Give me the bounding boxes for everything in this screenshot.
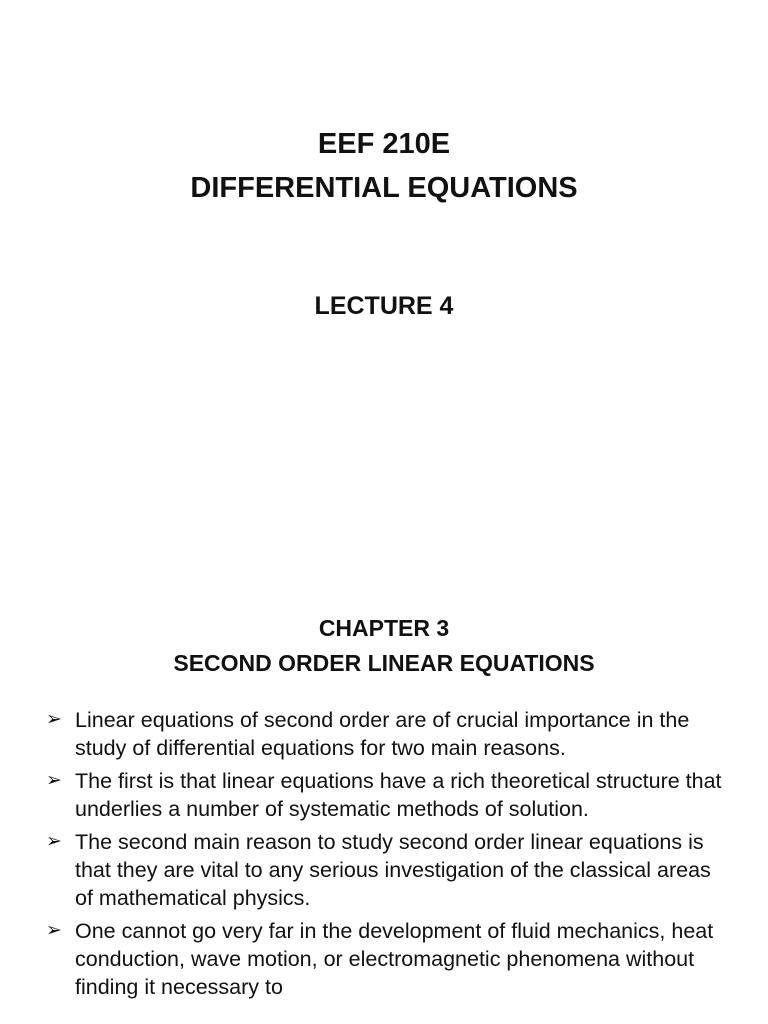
arrow-bullet-icon: ➢ — [46, 770, 62, 791]
arrow-bullet-icon: ➢ — [46, 709, 62, 730]
chapter-slide — [0, 560, 768, 1024]
course-code: EEF 210E — [317, 128, 451, 160]
arrow-bullet-icon: ➢ — [46, 920, 62, 941]
arrow-bullet-icon: ➢ — [46, 831, 62, 852]
bullet-text: One cannot go very far in the development of fluid mechanics, heat conduction, wave motion, or electromagnetic phenomena without finding it necessary to — [75, 919, 714, 999]
list-item — [46, 767, 726, 823]
bullet-text: The second main reason to study second order linear equations is that they are vital to any serious investigation of the classical areas of mathematical physics. — [75, 830, 711, 910]
list-item — [46, 706, 726, 762]
course-name: DIFFERENTIAL EQUATIONS — [190, 172, 578, 204]
list-item — [46, 917, 726, 1001]
bullet-list — [46, 706, 726, 1006]
chapter-number: CHAPTER 3 — [318, 615, 450, 641]
lecture-number: LECTURE 4 — [314, 292, 454, 320]
bullet-text: The first is that linear equations have a rich theoretical structure that underlies a number of systematic methods of solution. — [75, 769, 722, 821]
list-item — [46, 828, 726, 912]
bullet-text: Linear equations of second order are of crucial importance in the study of differential equations for two main reasons. — [75, 708, 690, 760]
chapter-title: SECOND ORDER LINEAR EQUATIONS — [173, 650, 595, 676]
